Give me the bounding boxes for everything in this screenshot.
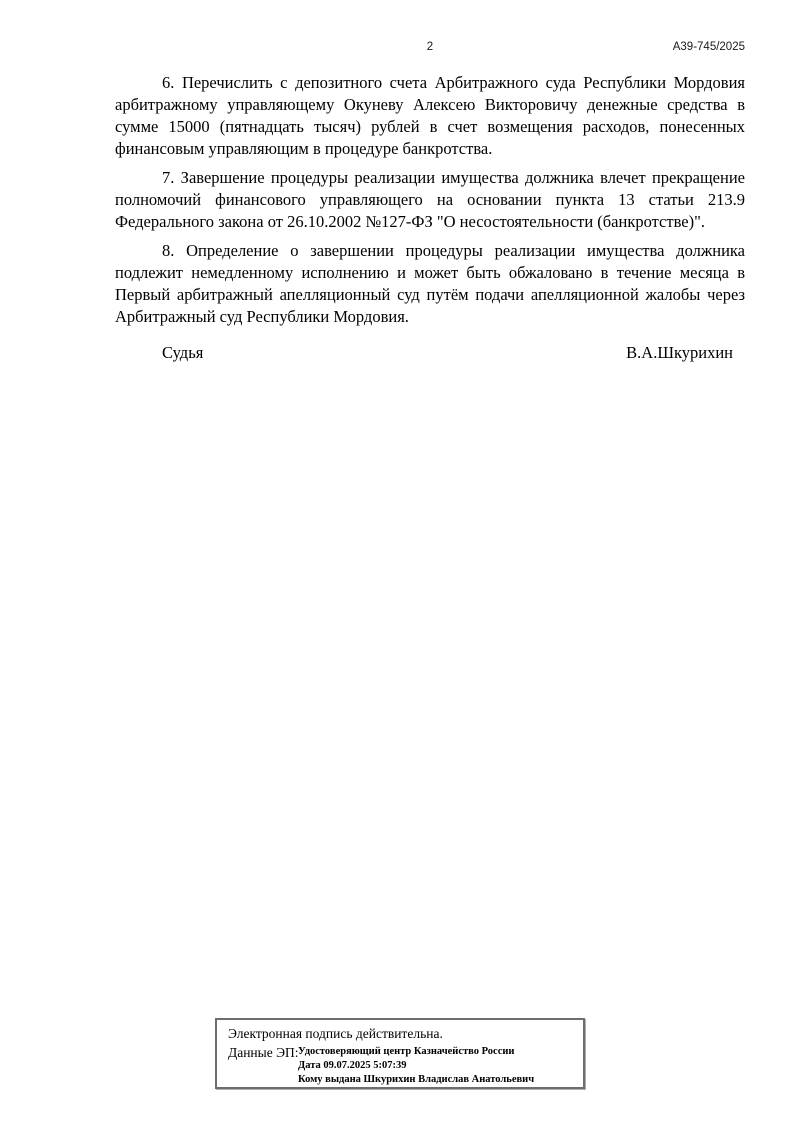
page-header bbox=[115, 41, 745, 57]
page-number: 2 bbox=[426, 41, 434, 53]
stamp-data-row bbox=[228, 1045, 575, 1087]
signature-role-label: Судья bbox=[162, 343, 204, 362]
stamp-details bbox=[298, 1045, 534, 1087]
signature-row bbox=[162, 342, 733, 364]
stamp-validity-text: Электронная подпись действительна. bbox=[228, 1026, 443, 1041]
case-number: А39-745/2025 bbox=[672, 41, 745, 53]
signature-judge-name: В.А.Шкурихин bbox=[626, 343, 733, 362]
paragraph-item-7: 7. Завершение процедуры реализации имущества должника влечет прекращение полномочий финансового управляющего на основании пункта 13 статьи 213.9 Федерального закона от 26.10.2002 №127-ФЗ "О несостоятельности (банкротстве)". bbox=[115, 168, 745, 231]
stamp-issued-to: Кому выдана Шкурихин Владислав Анатольевич bbox=[298, 1074, 535, 1085]
stamp-certificate-authority: Удостоверяющий центр Казначейство России bbox=[298, 1046, 515, 1057]
paragraph-item-6: 6. Перечислить с депозитного счета Арбитражного суда Республики Мордовия арбитражному управляющему Окуневу Алексею Викторовичу денежные средства в сумме 15000 (пятнадцать тысяч) рублей в счет возмещения расходов, понесенных финансовым управляющим в процедуре банкротства. bbox=[115, 73, 745, 158]
paragraph-item-8: 8. Определение о завершении процедуры реализации имущества должника подлежит немедленному исполнению и может быть обжаловано в течение месяца в Первый арбитражный апелляционный суд путём подачи апелляционной жалобы через Арбитражный суд Республики Мордовия. bbox=[115, 241, 745, 326]
document-body bbox=[115, 72, 745, 335]
stamp-data-label: Данные ЭП: bbox=[228, 1045, 299, 1060]
stamp-date: Дата 09.07.2025 5:07:39 bbox=[298, 1060, 407, 1071]
electronic-signature-stamp bbox=[215, 1018, 585, 1089]
